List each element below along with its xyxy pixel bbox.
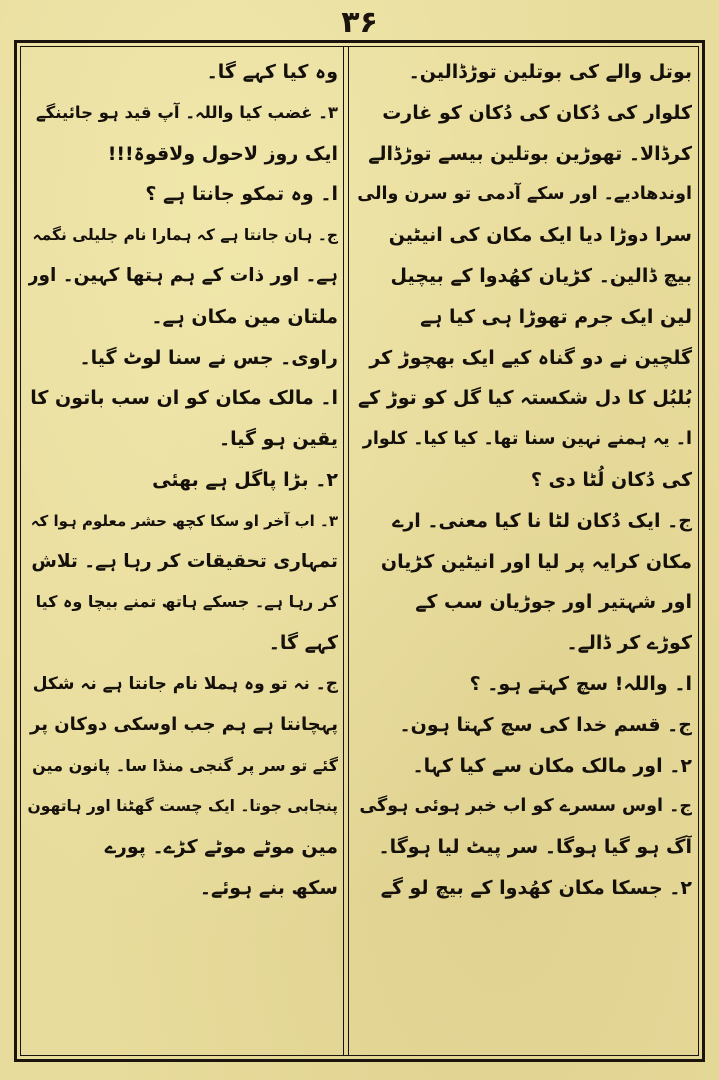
text-line: سرا دوڑا دیا ایک مکان کی انیٹین — [388, 224, 692, 247]
text-line: ا۔ مالک مکان کو ان سب باتون کا — [30, 387, 338, 410]
text-line: ج۔ ایک دُکان لٹا نا کیا معنی۔ ارے — [392, 509, 692, 532]
text-line: یقین ہو گیا۔ — [218, 428, 338, 451]
text-line: ۲۔ اور مالک مکان سے کیا کہا۔ — [412, 754, 692, 777]
text-line: ج۔ نہ تو وہ ہملا نام جانتا ہے نہ شکل — [32, 673, 338, 694]
text-line: ج۔ قسم خدا کی سچ کہتا ہون۔ — [399, 713, 692, 736]
text-line: اوندھادیے۔ اور سکے آدمی تو سرن والی — [357, 184, 692, 205]
text-line: کوڑے کر ڈالے۔ — [566, 632, 692, 655]
text-line: اور شہتیر اور جوڑیان سب کے — [415, 591, 692, 614]
column-divider — [343, 46, 349, 1056]
text-line: بیچ ڈالین۔ کڑیان کھُدوا کے بیچیل — [390, 264, 692, 287]
text-line: لین ایک جرم تھوڑا ہی کیا ہے — [420, 305, 692, 328]
text-line: ج۔ ہان جانتا ہے کہ ہمارا نام جلیلی نگمہ — [32, 226, 338, 245]
text-line: پہچانتا ہے ہم جب اوسکی دوکان پر — [30, 713, 338, 735]
text-line: راوی۔ جس نے سنا لوٹ گیا۔ — [79, 346, 338, 369]
left-text-column — [28, 52, 338, 1052]
page-number: ۳۶ — [341, 5, 378, 40]
text-line: بوتل والے کی بوتلین توڑڈالین۔ — [408, 61, 692, 83]
text-line: ج۔ اوس سسرے کو اب خبر ہوئی ہوگی — [359, 796, 692, 817]
text-line: ایک روز لاحول ولاقوۃ!!! — [107, 142, 338, 165]
text-line: کر رہا ہے۔ جسکے ہاتھ تمنے بیچا وہ کیا — [35, 592, 338, 612]
text-line: مین موٹے موٹے کڑے۔ پورے — [104, 836, 338, 859]
text-line: بُلبُل کا دل شکستہ کیا گل کو توڑ کے — [358, 387, 692, 410]
text-line: ۲۔ بڑا پاگل ہے بھئی — [152, 468, 338, 491]
text-line: گلچین نے دو گناہ کیے ایک بھچوڑ کر — [369, 346, 692, 369]
text-line: کلوار کی دُکان کی دُکان کو غارت — [382, 101, 692, 124]
text-line: کی دُکان لُٹا دی ؟ — [530, 468, 692, 491]
text-line: وہ کیا کہے گا۔ — [206, 61, 338, 83]
right-text-column — [356, 52, 692, 1052]
text-line: کرڈالا۔ تھوڑین بوتلین بیسے توڑڈالے — [368, 142, 692, 165]
text-line: ۳۔ غضب کیا واللہ۔ آپ قید ہو جائینگے — [36, 102, 338, 122]
text-line: تمہاری تحقیقات کر رہا ہے۔ تلاش — [31, 550, 338, 572]
text-line: سکھ بنے ہوئے۔ — [199, 876, 338, 899]
text-line: ملتان مین مکان ہے۔ — [151, 305, 338, 328]
text-line: گئے تو سر پر گنجی منڈا سا۔ پانون مین — [32, 755, 338, 775]
text-line: ۲۔ جسکا مکان کھُدوا کے بیچ لو گے — [380, 876, 692, 899]
text-line: آگ ہو گیا ہوگا۔ سر پیٹ لیا ہوگا۔ — [378, 836, 692, 859]
text-line: ا۔ واللہ! سچ کہتے ہو۔ ؟ — [469, 672, 692, 695]
text-line: ا۔ وہ تمکو جانتا ہے ؟ — [145, 183, 338, 206]
text-line: ۳۔ اب آخر او سکا کچھ حشر معلوم ہوا کہ — [30, 511, 338, 530]
text-line: ہے۔ اور ذات کے ہم ہتھا کہین۔ اور — [28, 264, 338, 286]
text-line: کہے گا۔ — [268, 632, 338, 655]
text-line: ا۔ یہ ہمنے نہین سنا تھا۔ کیا کیا۔ کلوار — [362, 429, 692, 450]
text-line: پنجابی جوتا۔ ایک چست گھٹنا اور ہاتھون — [28, 797, 338, 816]
text-line: مکان کرایہ پر لیا اور انیٹین کڑیان — [380, 550, 692, 573]
